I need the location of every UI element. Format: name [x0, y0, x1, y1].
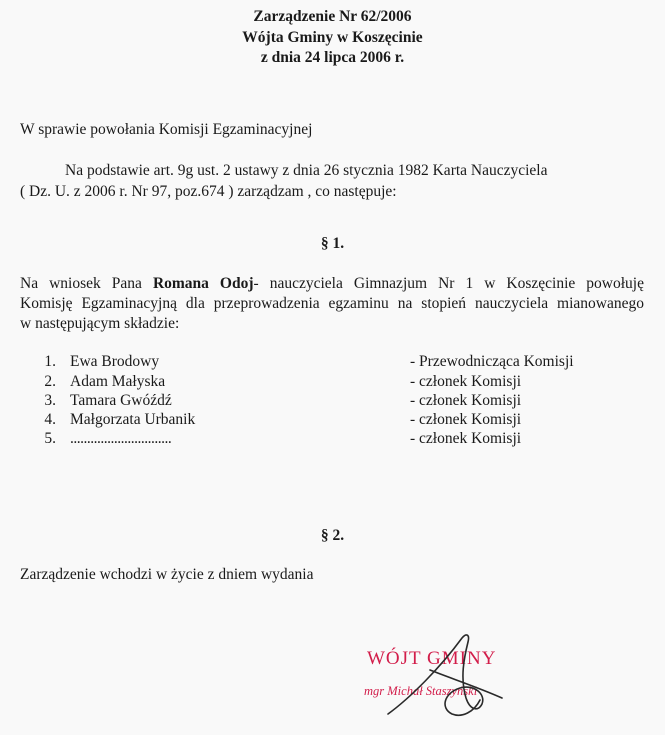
subject-line: W sprawie powołania Komisji Egzaminacyjnej: [20, 121, 313, 138]
legal-basis-line-2: ( Dz. U. z 2006 r. Nr 97, poz.674 ) zarządzam , co następuje:: [20, 183, 397, 200]
member-role: - członek Komisji: [410, 411, 522, 428]
official-stamp-name: mgr Michał Staszyński: [364, 684, 478, 698]
section-2-heading: § 2.: [320, 527, 345, 544]
paragraph-text: - nauczyciela Gimnazjum Nr 1 w Koszęcinie powołuję: [253, 275, 644, 292]
member-role: - członek Komisji: [410, 430, 522, 447]
member-number: 2.: [44, 373, 56, 390]
section-1-paragraph-line-3: w następującym składzie:: [20, 315, 180, 332]
document-issuer: Wójta Gminy w Koszęcinie: [242, 29, 423, 46]
member-name: Ewa Brodowy: [70, 353, 160, 370]
member-name: Tamara Gwóźdź: [70, 392, 172, 409]
member-name: ..............................: [70, 430, 172, 447]
section-1-paragraph-line-1: [20, 275, 644, 293]
member-role: - członek Komisji: [410, 392, 522, 409]
member-role: - członek Komisji: [410, 373, 522, 390]
section-1-paragraph-line-2: Komisję Egzaminacyjną dla przeprowadzenia egzaminu na stopień nauczyciela mianowanego: [20, 295, 644, 312]
member-number: 5.: [44, 430, 56, 447]
legal-basis-line-1: Na podstawie art. 9g ust. 2 ustawy z dnia 26 stycznia 1982 Karta Nauczyciela: [65, 162, 548, 179]
member-number: 1.: [44, 353, 56, 370]
official-stamp-title: WÓJT GMINY: [367, 648, 497, 669]
handwritten-signature: [370, 628, 510, 720]
member-name: Małgorzata Urbanik: [70, 411, 196, 428]
member-number: 4.: [44, 411, 56, 428]
applicant-name: Romana Odoj: [152, 275, 254, 292]
member-name: Adam Małyska: [70, 373, 166, 390]
document-date: z dnia 24 lipca 2006 r.: [260, 49, 405, 66]
document-title: Zarządzenie Nr 62/2006: [253, 8, 412, 25]
section-1-heading: § 1.: [320, 235, 345, 252]
member-role: - Przewodnicząca Komisji: [410, 353, 574, 370]
member-number: 3.: [44, 392, 56, 409]
section-2-text: Zarządzenie wchodzi w życie z dniem wydania: [20, 566, 314, 583]
paragraph-text: Na wniosek Pana: [20, 275, 142, 292]
